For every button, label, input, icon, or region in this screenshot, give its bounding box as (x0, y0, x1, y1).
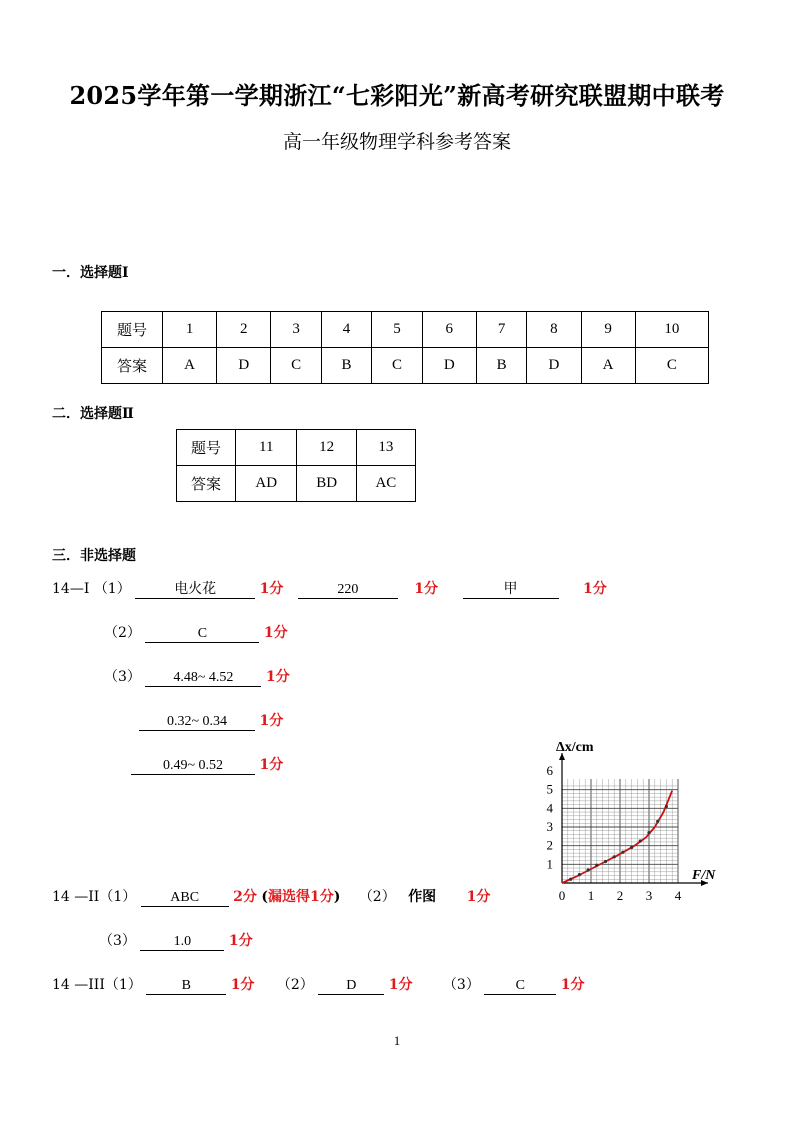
part-number: （1） (104, 977, 142, 993)
table-cell: 9 (581, 312, 635, 348)
data-point (578, 873, 581, 876)
table-cell: 10 (635, 312, 708, 348)
answer-blank: 1.0 (140, 933, 224, 951)
table-cell: 3 (271, 312, 321, 348)
note-paren: ) (333, 889, 341, 905)
table-row (102, 348, 709, 384)
y-tick-label: 6 (546, 763, 553, 778)
table-cell: 1 (163, 312, 217, 348)
table-cell: 题号 (102, 312, 163, 348)
table-cell: D (422, 348, 476, 384)
answer-blank: 0.32~ 0.34 (139, 713, 255, 731)
x-axis-label: F/N (692, 868, 716, 883)
x-tick-label: 4 (674, 888, 682, 903)
table-cell: D (217, 348, 271, 384)
score: 1分 (228, 933, 253, 949)
table-row (102, 312, 709, 348)
q14-3 (52, 974, 585, 995)
answer-blank: 220 (298, 581, 398, 599)
table-cell: 8 (527, 312, 581, 348)
score: 1分 (582, 581, 607, 597)
table-cell: 2 (217, 312, 271, 348)
data-point (656, 820, 659, 823)
x-tick-label: 3 (645, 888, 653, 903)
data-point (595, 864, 598, 867)
answer-table-1 (101, 311, 709, 384)
data-point (639, 839, 642, 842)
data-point (604, 860, 607, 863)
score: 1分 (388, 977, 413, 993)
score: 1分 (230, 977, 255, 993)
score: 1分 (560, 977, 585, 993)
y-tick-label: 1 (546, 856, 553, 872)
table-cell: B (321, 348, 371, 384)
data-point (647, 831, 650, 834)
table-cell: 答案 (177, 466, 236, 502)
score: 1分 (259, 757, 284, 773)
part-number: （1） (93, 581, 131, 597)
section1-heading: 一．选择题Ⅰ (52, 265, 129, 281)
note-paren: ( (261, 889, 268, 905)
answer-blank: 电火花 (135, 581, 255, 599)
table-cell: C (271, 348, 321, 384)
question-label: 14 —III (52, 977, 105, 993)
table-cell: C (372, 348, 422, 384)
data-point (621, 851, 624, 854)
answer-blank: 甲 (463, 581, 559, 599)
answer-blank: 0.49~ 0.52 (131, 757, 255, 775)
y-tick-label: 5 (546, 781, 553, 797)
question-label: 14—I (52, 581, 90, 597)
table-cell: AD (236, 466, 297, 502)
table-cell: 5 (372, 312, 422, 348)
page-subtitle: 高一年级物理学科参考答案 (282, 131, 511, 153)
section2-heading: 二．选择题Ⅱ (52, 406, 134, 422)
q14-2-part1 (52, 886, 490, 907)
score: 1分 (263, 625, 288, 641)
part-number: （1） (99, 889, 137, 905)
table-cell: A (581, 348, 635, 384)
table-row (177, 430, 416, 466)
table-cell: 12 (297, 430, 356, 466)
answer-blank: C (484, 977, 556, 995)
answer-blank: C (145, 625, 259, 643)
answer-blank: D (318, 977, 384, 995)
answer-blank: B (146, 977, 226, 995)
q14-1-part3-line2 (139, 710, 283, 731)
part-number: （2） (276, 977, 314, 993)
partial-credit-note: 漏选得1分 (267, 889, 334, 905)
table-cell: 7 (476, 312, 526, 348)
table-cell: B (476, 348, 526, 384)
chart-grid (562, 779, 678, 883)
y-tick-label: 2 (546, 837, 553, 853)
table-row (177, 466, 416, 502)
x-tick-label: 0 (558, 888, 566, 903)
y-axis-label: Δx/cm (556, 740, 594, 755)
table-cell: 答案 (102, 348, 163, 384)
answer-table-2 (176, 429, 416, 502)
data-point (630, 846, 633, 849)
table-cell: 4 (321, 312, 371, 348)
part-number: （3） (104, 669, 141, 685)
table-cell: BD (297, 466, 356, 502)
answer-blank: 4.48~ 4.52 (145, 669, 261, 687)
part-number: （3） (99, 933, 136, 949)
table-cell: 11 (236, 430, 297, 466)
table-cell: C (635, 348, 708, 384)
data-point (569, 878, 572, 881)
question-label: 14 —II (52, 889, 100, 905)
part-number: （2） (104, 625, 141, 641)
x-tick-label: 2 (616, 888, 624, 903)
score: 1分 (259, 713, 284, 729)
drawing-label: 作图 (408, 889, 437, 905)
score: 2分 (233, 889, 257, 905)
q14-2-part3 (99, 930, 253, 951)
q14-1-part3-line3 (131, 754, 283, 775)
q14-1-part1 (52, 578, 607, 599)
data-point (665, 805, 668, 808)
part-number: （2） (358, 889, 396, 905)
score: 1分 (466, 889, 491, 905)
table-cell: 13 (356, 430, 415, 466)
table-cell: 题号 (177, 430, 236, 466)
table-cell: D (527, 348, 581, 384)
data-point (587, 868, 590, 871)
table-cell: 6 (422, 312, 476, 348)
section3-heading: 三．非选择题 (52, 548, 136, 564)
page-title: 2025学年第一学期浙江“七彩阳光”新高考研究联盟期中联考 (69, 81, 725, 110)
q14-1-part2 (104, 622, 288, 643)
score: 1分 (265, 669, 290, 685)
q14-1-part3 (104, 666, 290, 687)
y-tick-label: 4 (546, 800, 553, 816)
table-cell: AC (356, 466, 415, 502)
answer-blank: ABC (141, 889, 229, 907)
data-point (613, 855, 616, 858)
page-number: 1 (393, 1033, 401, 1048)
part-number: （3） (442, 977, 480, 993)
x-tick-label: 1 (587, 888, 595, 903)
score: 1分 (259, 581, 284, 597)
spring-graph (530, 740, 720, 910)
score: 1分 (414, 581, 439, 597)
y-tick-label: 3 (546, 819, 553, 834)
table-cell: A (163, 348, 217, 384)
